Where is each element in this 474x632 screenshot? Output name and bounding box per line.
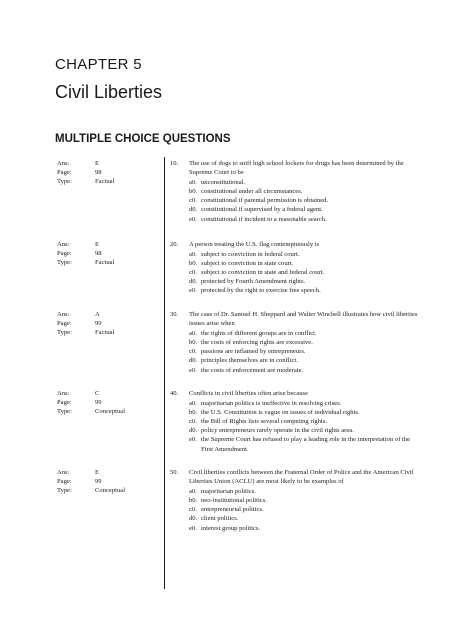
answer-option [189,487,421,496]
answer-option [189,435,421,453]
option-letter: d0. [189,206,198,214]
question-meta [57,159,157,186]
column-divider [164,157,165,589]
meta-value-answer: E [95,469,100,476]
answer-option [189,524,421,533]
answer-option [189,259,421,268]
chapter-title: Civil Liberties [55,82,163,102]
option-letter: c0. [189,506,197,514]
question-meta [57,389,157,416]
answer-option [189,366,421,375]
answer-option [189,426,421,435]
option-text: constitutional under all circumstances. [201,188,303,196]
option-letter: e0. [189,215,197,223]
question-meta [57,240,157,267]
answer-option [189,196,421,205]
question-meta [57,468,157,495]
answer-options [189,250,421,295]
meta-label-answer: Ans: [57,311,70,318]
answer-options [189,399,421,454]
meta-value-type: Factual [95,329,115,337]
answer-option [189,187,421,196]
meta-value-answer: A [95,311,100,318]
meta-label-type: Type: [57,178,72,186]
meta-label-answer: Ans: [57,469,70,476]
question-number: 10. [170,160,179,167]
answer-option [189,408,421,417]
meta-value-answer: E [95,160,100,167]
question-body [189,468,421,533]
option-letter: a0. [189,251,197,259]
option-text: subject to conviction in state court. [201,260,294,268]
question-stem: Conflicts in civil liberties often arise because [189,390,309,397]
answer-options [189,329,421,374]
option-text: protected by Fourth Amendment rights. [201,278,306,286]
question-body [189,159,421,224]
option-text: interest group politics. [201,524,261,532]
answer-options [189,487,421,532]
meta-row-page [57,168,157,177]
answer-option [189,178,421,187]
question-number: 30. [170,311,179,318]
answer-option [189,338,421,347]
question-stem: A person treating the U.S. flag contemptuously is [189,241,320,248]
meta-row-answer [57,468,157,477]
meta-row-page [57,398,157,407]
question-body [189,310,421,375]
meta-row-type [57,177,157,186]
meta-row-type [57,407,157,416]
meta-row-page [57,319,157,328]
option-text: majoritarian politics. [201,488,256,496]
meta-value-answer: C [95,390,100,397]
option-text: the rights of different groups are in conflict. [201,330,317,338]
meta-label-type: Type: [57,329,72,337]
meta-row-page [57,477,157,486]
section-heading: MULTIPLE CHOICE QUESTIONS [55,133,231,145]
answer-option [189,505,421,514]
answer-option [189,205,421,214]
option-text: protected by the right to exercise free speech. [201,287,321,295]
meta-row-page [57,249,157,258]
option-text: subject to conviction in federal court. [201,251,300,259]
question-meta [57,310,157,337]
meta-value-type: Conceptual [95,487,126,495]
meta-row-type [57,328,157,337]
meta-row-answer [57,310,157,319]
option-text: the costs of enforcement are moderate. [201,366,304,374]
meta-value-page: 98 [95,250,102,258]
option-letter: e0. [189,436,197,444]
meta-label-page: Page: [57,250,72,258]
answer-option [189,286,421,295]
meta-label-page: Page: [57,320,72,328]
option-text: client politics. [201,515,239,523]
question-stem: Civil liberties conflicts between the Fraternal Order of Police and the American Civil Liberties Union (ACLU) are most likely to be examples of [189,469,414,486]
meta-row-answer [57,389,157,398]
option-text: neo-institutional politics. [201,497,267,505]
option-letter: e0. [189,524,197,532]
meta-row-answer [57,240,157,249]
option-letter: c0. [189,269,197,277]
option-letter: c0. [189,197,197,205]
option-text: unconstitutional. [201,179,246,187]
meta-label-page: Page: [57,478,72,486]
meta-label-answer: Ans: [57,390,70,397]
chapter-label: CHAPTER 5 [55,56,142,73]
option-letter: b0. [189,339,198,347]
meta-row-type [57,258,157,267]
option-letter: b0. [189,188,198,196]
meta-row-type [57,486,157,495]
option-letter: e0. [189,366,197,374]
meta-label-type: Type: [57,487,72,495]
option-letter: b0. [189,409,198,417]
meta-value-page: 98 [95,169,102,177]
option-letter: d0. [189,515,198,523]
option-text: the U.S. Constitution is vague on issues of individual rights. [201,409,360,417]
answer-option [189,399,421,408]
meta-row-answer [57,159,157,168]
option-text: subject to conviction in state and federal court. [201,269,325,277]
meta-label-page: Page: [57,169,72,177]
option-letter: a0. [189,400,197,408]
question-body [189,389,421,454]
option-text: majoritarian politics is ineffective in resolving crises. [201,400,342,408]
option-letter: a0. [189,330,197,338]
answer-option [189,329,421,338]
meta-label-answer: Ans: [57,241,70,248]
meta-label-type: Type: [57,259,72,267]
meta-value-answer: E [95,241,100,248]
meta-value-type: Factual [95,259,115,267]
answer-option [189,268,421,277]
option-text: constitutional if supervised by a federal agent. [201,206,323,214]
meta-label-type: Type: [57,408,72,416]
option-letter: a0. [189,179,197,187]
option-text: principles themselves are in conflict. [201,357,298,365]
answer-options [189,178,421,223]
question-stem: The case of Dr. Samuel H. Sheppard and Walter Winchell illustrates how civil liberties issues arise when [189,311,418,328]
answer-option [189,514,421,523]
meta-value-page: 99 [95,320,102,328]
answer-option [189,250,421,259]
option-letter: a0. [189,488,197,496]
option-text: the costs of enforcing rights are excessive. [201,339,313,347]
question-stem: The use of dogs to sniff high school lockers for drugs has been determined by the Supreme Court to be [189,160,404,177]
answer-option [189,417,421,426]
answer-option [189,496,421,505]
option-text: entrepreneurial politics. [201,506,264,514]
answer-option [189,215,421,224]
answer-option [189,347,421,356]
option-letter: d0. [189,427,198,435]
option-text: the Bill of Rights lists several competing rights. [201,418,328,426]
question-body [189,240,421,296]
meta-value-type: Factual [95,178,115,186]
answer-option [189,277,421,286]
option-letter: c0. [189,418,197,426]
question-number: 50. [170,469,179,476]
option-text: constitutional if incident to a reasonable search. [201,215,327,223]
meta-label-answer: Ans: [57,160,70,167]
option-text: constitutional if parental permission is obtained. [201,197,329,205]
option-letter: e0. [189,287,197,295]
option-text: the Supreme Court has refused to play a leading role in the interpretation of the First Amendment. [201,436,411,453]
option-text: passions are inflamed by entrepreneurs. [201,348,306,356]
meta-value-page: 99 [95,399,102,407]
meta-value-type: Conceptual [95,408,126,416]
question-number: 40. [170,390,179,397]
option-letter: b0. [189,260,198,268]
option-text: policy entrepreneurs rarely operate in the civil rights area. [201,427,354,435]
question-number: 20. [170,241,179,248]
answer-option [189,356,421,365]
meta-value-page: 99 [95,478,102,486]
option-letter: b0. [189,497,198,505]
option-letter: c0. [189,348,197,356]
meta-label-page: Page: [57,399,72,407]
option-letter: d0. [189,357,198,365]
option-letter: d0. [189,278,198,286]
